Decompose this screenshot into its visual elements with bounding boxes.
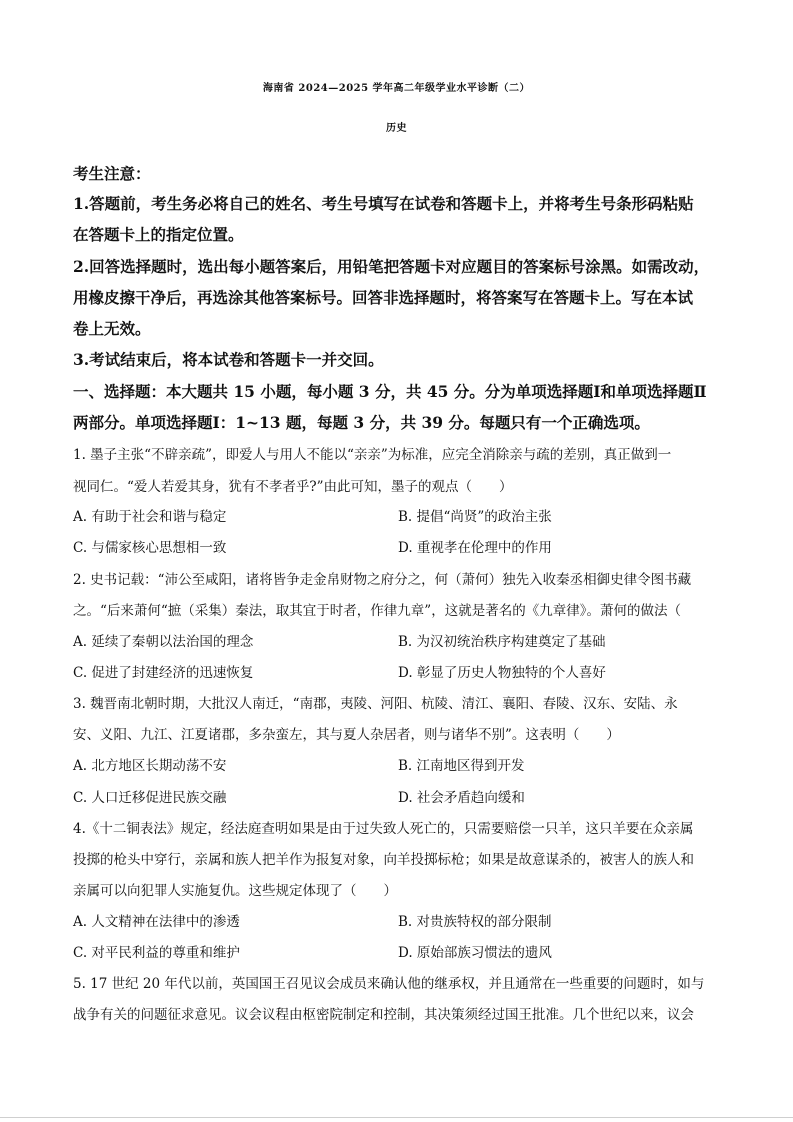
question-4-option-c: C. 对平民利益的尊重和维护 bbox=[73, 945, 240, 961]
question-4-option-a: A. 人文精神在法律中的渗透 bbox=[73, 914, 240, 930]
question-1-option-b: B. 提倡“尚贤”的政治主张 bbox=[398, 509, 552, 525]
question-3-option-d: D. 社会矛盾趋向缓和 bbox=[398, 790, 525, 806]
question-3-option-b: B. 江南地区得到开发 bbox=[398, 758, 525, 774]
question-1-option-c: C. 与儒家核心思想相一致 bbox=[73, 540, 227, 556]
question-2-text: 之。“后来萧何“摭（采集）秦法，取其宜于时者，作律九章”，这就是著名的《九章律》。萧何的做法（ bbox=[73, 603, 681, 619]
notice-line: 用橡皮擦干净后，再选涂其他答案标号。回答非选择题时，将答案写在答题卡上。写在本试 bbox=[73, 288, 694, 307]
question-1-text: 视同仁。“爱人若爱其身，犹有不孝者乎?”由此可知，墨子的观点（ ） bbox=[73, 479, 513, 495]
question-2-option-b: B. 为汉初统治秩序构建奠定了基础 bbox=[398, 634, 606, 650]
question-5-text: 战争有关的问题征求意见。议会议程由枢密院制定和控制，其决策须经过国王批准。几个世纪以来，议会 bbox=[73, 1007, 694, 1023]
section-instruction: 一、选择题：本大题共 15 小题，每小题 3 分，共 45 分。分为单项选择题Ⅰ和单项选择题Ⅱ bbox=[73, 382, 707, 401]
question-1-text: 1. 墨子主张“不辟亲疏”，即爱人与用人不能以“亲亲”为标准，应完全消除亲与疏的差别，真正做到一 bbox=[73, 447, 672, 463]
subject-title: 历史 bbox=[386, 123, 407, 134]
question-3-text: 安、义阳、九江、江夏诸郡，多杂蛮左，其与夏人杂居者，则与诸华不别”。这表明（ ） bbox=[73, 727, 620, 743]
question-4-text: 亲属可以向犯罪人实施复仇。这些规定体现了（ ） bbox=[73, 883, 397, 899]
question-4-text: 投掷的枪头中穿行，亲属和族人把羊作为报复对象，向羊投掷标枪；如果是故意谋杀的，被害人的族人和 bbox=[73, 852, 694, 868]
question-3-option-c: C. 人口迁移促进民族交融 bbox=[73, 790, 227, 806]
question-4-option-d: D. 原始部族习惯法的遗风 bbox=[398, 945, 552, 961]
notice-line: 1.答题前，考生务必将自己的姓名、考生号填写在试卷和答题卡上，并将考生号条形码粘贴 bbox=[73, 194, 694, 213]
page-bottom-rule bbox=[0, 1117, 793, 1118]
question-2-text: 2. 史书记载：“沛公至咸阳，诸将皆争走金帛财物之府分之，何（萧何）独先入收秦丞相御史律令图书藏 bbox=[73, 572, 692, 588]
question-4-text: 4.《十二铜表法》规定，经法庭查明如果是由于过失致人死亡的，只需要赔偿一只羊，这只羊要在众亲属 bbox=[73, 821, 694, 837]
question-2-option-c: C. 促进了封建经济的迅速恢复 bbox=[73, 665, 254, 681]
section-instruction: 两部分。单项选择题Ⅰ：1~13 题，每题 3 分，共 39 分。每题只有一个正确选项。 bbox=[73, 413, 650, 432]
question-3-text: 3. 魏晋南北朝时期，大批汉人南迁，“南郡，夷陵、河阳、杭陵、清江、襄阳、春陵、汉东、安陆、永 bbox=[73, 696, 678, 712]
question-1-option-a: A. 有助于社会和谐与稳定 bbox=[73, 509, 227, 525]
question-1-option-d: D. 重视孝在伦理中的作用 bbox=[398, 540, 552, 556]
notice-line: 3.考试结束后，将本试卷和答题卡一并交回。 bbox=[73, 350, 384, 369]
question-2-option-a: A. 延续了秦朝以法治国的理念 bbox=[73, 634, 254, 650]
notice-line: 卷上无效。 bbox=[73, 319, 151, 338]
notice-heading: 考生注意： bbox=[73, 164, 151, 183]
notice-line: 2.回答选择题时，选出每小题答案后，用铅笔把答题卡对应题目的答案标号涂黑。如需改动， bbox=[73, 257, 710, 276]
question-5-text: 5. 17 世纪 20 年代以前，英国国王召见议会成员来确认他的继承权，并且通常在一些重要的问题时，如与 bbox=[73, 976, 705, 992]
notice-line: 在答题卡上的指定位置。 bbox=[73, 225, 244, 244]
exam-title: 海南省 2024—2025 学年高二年级学业水平诊断（二） bbox=[262, 83, 531, 94]
question-2-option-d: D. 彰显了历史人物独特的个人喜好 bbox=[398, 665, 606, 681]
question-3-option-a: A. 北方地区长期动荡不安 bbox=[73, 758, 227, 774]
question-4-option-b: B. 对贵族特权的部分限制 bbox=[398, 914, 552, 930]
